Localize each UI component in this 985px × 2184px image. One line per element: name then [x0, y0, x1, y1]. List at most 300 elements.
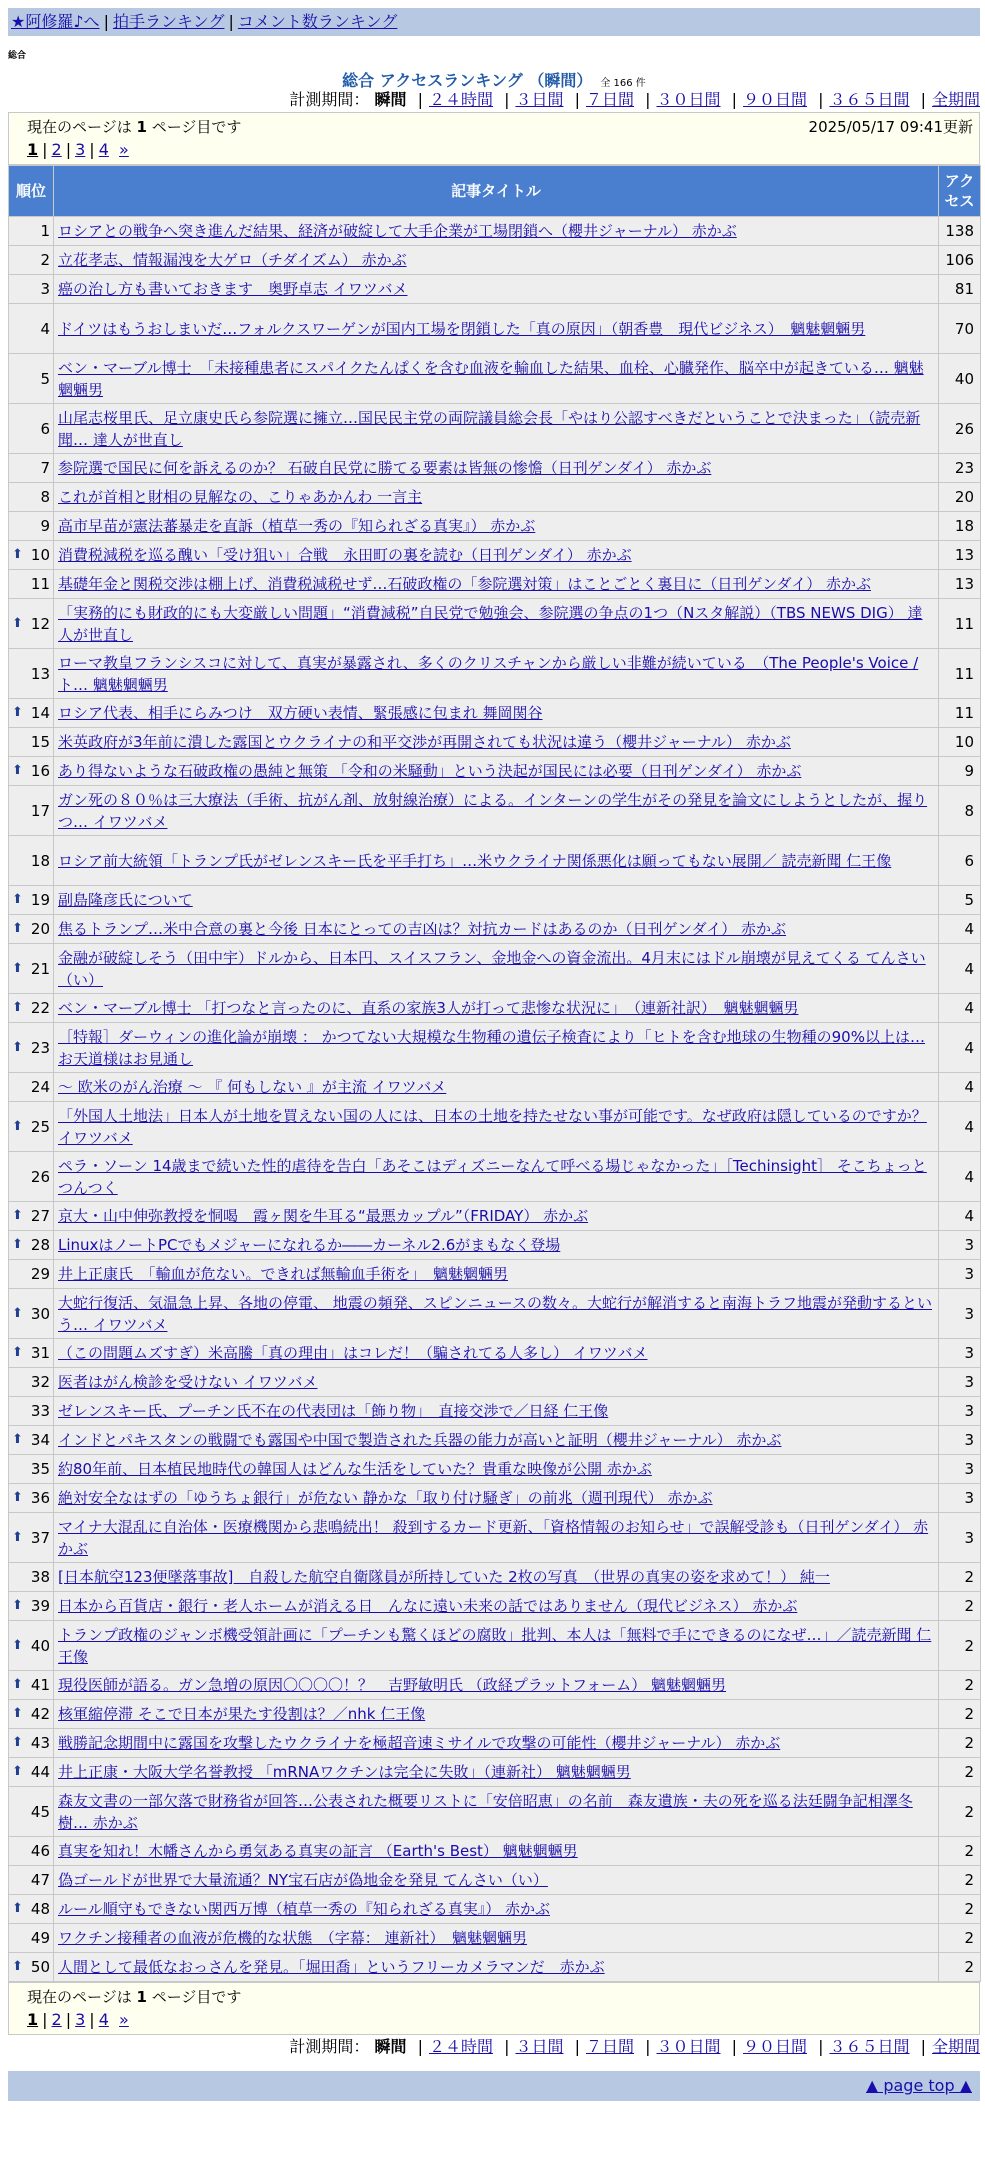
access-count: 4: [939, 994, 981, 1023]
title-cell: [54, 1455, 939, 1484]
access-count: 2: [939, 1729, 981, 1758]
pager-next-button[interactable]: »: [119, 140, 129, 159]
page-info-bottom: [8, 1982, 980, 2035]
bottom-bar: [8, 2071, 980, 2101]
rank-number: 39: [30, 1597, 50, 1615]
title-cell: [54, 1953, 939, 1982]
period-link-24h[interactable]: ２４時間: [428, 90, 493, 109]
rank-up-arrow-icon: ⬆: [12, 1529, 23, 1545]
rank-number: 12: [30, 614, 50, 633]
rank-number: 15: [30, 733, 50, 751]
rank-cell: [9, 1260, 54, 1289]
article-title-link[interactable]: 米英政府が3年前に潰した露国とウクライナの和平交渉が再開されても状況は違う（櫻井ジャーナル） 赤かぶ: [58, 733, 791, 751]
pager-top: 1 | 2 | 3 | 4 »: [27, 140, 129, 159]
period-link-90d[interactable]: ９０日間: [742, 2037, 807, 2056]
access-count: 5: [939, 886, 981, 915]
article-title-link[interactable]: 「外国人土地法」日本人が土地を買えない国の人には、日本の土地を持たせない事が可能です。なぜ政府は隠しているのですか？ イワツバメ: [58, 1106, 927, 1147]
table-row: [9, 246, 981, 275]
period-link-3d[interactable]: ３日間: [515, 2037, 564, 2056]
period-link-30d[interactable]: ３０日間: [656, 90, 721, 109]
page-indicator: [27, 115, 241, 139]
pager-page-4[interactable]: 4: [98, 140, 109, 159]
period-link-7d[interactable]: ７日間: [585, 2037, 634, 2056]
page-indicator-prefix: 現在のページは: [27, 1988, 132, 2006]
rank-up-arrow-icon: ⬆: [12, 763, 23, 778]
rank-cell: [9, 1621, 54, 1671]
rank-cell: [9, 699, 54, 728]
table-row: [9, 354, 981, 404]
rank-up-arrow-icon: ⬆: [12, 1237, 23, 1252]
article-title-link[interactable]: 大蛇行復活、気温急上昇、各地の停電、 地震の頻発、スピンニュースの数々。大蛇行が解消すると南海トラフ地震が発動するという… イワツバメ: [58, 1293, 933, 1334]
rank-number: 50: [30, 1958, 50, 1976]
rank-number: 48: [30, 1900, 50, 1918]
period-link-7d[interactable]: ７日間: [585, 90, 634, 109]
rank-cell: [9, 1426, 54, 1455]
table-row: [9, 1787, 981, 1837]
rank-number: 21: [30, 959, 50, 978]
pager-page-2[interactable]: 2: [51, 140, 62, 159]
pager-current-page: 1: [27, 2010, 39, 2029]
article-title-link[interactable]: 癌の治し方も書いておきます 奥野卓志 イワツバメ: [58, 280, 408, 298]
table-row: [9, 1023, 981, 1073]
article-title-link[interactable]: ペラ・ソーン 14歳まで続いた性的虐待を告白「あそこはディズニーなんて呼べる場じゃなかった」［Techinsight］ そこちょっとつんつく: [58, 1156, 927, 1197]
article-title-link[interactable]: 「実務的にも財政的にも大変厳しい問題」“消費減税”自民党で勉強会、参院選の争点の1つ（Nスタ解説）（TBS NEWS DIG） 達人が世直し: [58, 603, 923, 644]
title-cell: [54, 483, 939, 512]
table-row: [9, 599, 981, 649]
table-row: [9, 1484, 981, 1513]
rank-cell: [9, 304, 54, 354]
title-cell: [54, 728, 939, 757]
rank-number: 13: [30, 664, 50, 683]
access-count: 138: [939, 217, 981, 246]
title-cell: [54, 1866, 939, 1895]
rank-cell: [9, 1073, 54, 1102]
ranking-title: 総合 アクセスランキング （瞬間）: [342, 71, 593, 90]
rank-number: 20: [30, 920, 50, 938]
access-count: 2: [939, 1787, 981, 1837]
article-title-link[interactable]: 人間として最低なおっさんを発見。「堀田喬」というフリーカメラマンだ 赤かぶ: [58, 1958, 605, 1976]
access-count: 81: [939, 275, 981, 304]
access-count: 26: [939, 404, 981, 454]
access-count: 4: [939, 1152, 981, 1202]
rank-number: 6: [40, 419, 50, 438]
table-row: [9, 1729, 981, 1758]
table-row: [9, 1397, 981, 1426]
rank-cell: [9, 512, 54, 541]
article-title-link[interactable]: これが首相と財相の見解なの、こりゃあかんわ 一言主: [58, 488, 423, 506]
article-title-link[interactable]: 森友文書の一部欠落で財務省が回答…公表された概要リストに「安倍昭恵」の名前 森友遺族・夫の死を巡る法廷闘争記相澤冬樹… 赤かぶ: [58, 1791, 913, 1832]
rank-number: 16: [30, 762, 50, 780]
rank-number: 18: [30, 851, 50, 870]
table-row: [9, 836, 981, 886]
title-cell: [54, 1729, 939, 1758]
title-cell: [54, 1260, 939, 1289]
comment-ranking-link[interactable]: コメント数ランキング: [237, 12, 398, 31]
rank-up-arrow-icon: ⬆: [12, 1118, 23, 1134]
rank-cell: [9, 1339, 54, 1368]
table-row: [9, 886, 981, 915]
rank-number: 2: [40, 251, 50, 269]
rank-number: 41: [30, 1676, 50, 1694]
rank-cell: [9, 246, 54, 275]
article-title-link[interactable]: ロシアとの戦争へ突き進んだ結果、経済が破綻して大手企業が工場閉鎖へ（櫻井ジャーナル） 赤かぶ: [58, 222, 737, 240]
title-cell: [54, 1397, 939, 1426]
title-cell: [54, 1073, 939, 1102]
rank-number: 1: [40, 222, 50, 240]
article-title-link[interactable]: 日本から百貨店・銀行・老人ホームが消える日 んなに遠い未来の話ではありません（現代ビジネス） 赤かぶ: [58, 1597, 798, 1615]
rank-cell: [9, 1513, 54, 1563]
access-count: 2: [939, 1758, 981, 1787]
title-cell: [54, 570, 939, 599]
rank-up-arrow-icon: ⬆: [12, 615, 23, 631]
title-cell: [54, 304, 939, 354]
period-link-3d[interactable]: ３日間: [515, 90, 564, 109]
title-cell: [54, 1368, 939, 1397]
access-count: 2: [939, 1866, 981, 1895]
rank-cell: [9, 541, 54, 570]
article-title-link[interactable]: ドイツはもうおしまいだ…フォルクスワーゲンが国内工場を閉鎖した「真の原因」（朝香豊 現代ビジネス） 魑魅魍魎男: [58, 319, 866, 338]
table-row: [9, 1924, 981, 1953]
access-count: 3: [939, 1260, 981, 1289]
access-count: 11: [939, 599, 981, 649]
article-title-link[interactable]: ［特報］ダーウィンの進化論が崩壊 ： かつてない大規模な生物種の遺伝子検査により「ヒトを含む地球の生物種の90%以上は… お天道様はお見通し: [58, 1027, 925, 1068]
article-title-link[interactable]: LinuxはノートPCでもメジャーになれるか――カーネル2.6がまもなく登場: [58, 1236, 561, 1254]
table-row: [9, 1700, 981, 1729]
table-row: [9, 1671, 981, 1700]
rank-up-arrow-icon: ⬆: [12, 1901, 23, 1916]
access-count: 2: [939, 1953, 981, 1982]
column-header-rank: 順位: [9, 166, 54, 217]
article-title-link[interactable]: 真実を知れ！木幡さんから勇気ある真実の証言 （Earth's Best） 魑魅魍魎男: [58, 1842, 578, 1860]
period-link-30d[interactable]: ３０日間: [656, 2037, 721, 2056]
access-count: 2: [939, 1700, 981, 1729]
article-title-link[interactable]: ルール順守もできない関西万博（植草一秀の『知られざる真実』） 赤かぶ: [58, 1900, 550, 1918]
rank-number: 29: [30, 1265, 50, 1283]
table-row: [9, 275, 981, 304]
period-label: 計測期間：: [289, 2037, 370, 2056]
article-title-link[interactable]: マイナ大混乱に自治体・医療機関から悲鳴続出！ 殺到するカード更新、「資格情報のお知らせ」で誤解受診も（日刊ゲンダイ） 赤かぶ: [58, 1517, 929, 1558]
title-cell: [54, 699, 939, 728]
table-row: [9, 1289, 981, 1339]
rank-cell: [9, 649, 54, 699]
title-cell: [54, 915, 939, 944]
rank-up-arrow-icon: ⬆: [12, 1764, 23, 1779]
page-indicator-suffix: ページ目です: [151, 1988, 242, 2006]
rank-number: 40: [30, 1636, 50, 1655]
table-row: [9, 1260, 981, 1289]
period-link-all[interactable]: 全期間: [931, 90, 980, 109]
article-title-link[interactable]: 消費税減税を巡る醜い「受け狙い」合戦 永田町の裏を読む（日刊ゲンダイ） 赤かぶ: [58, 546, 632, 564]
title-cell: [54, 246, 939, 275]
title-cell: [54, 454, 939, 483]
rank-cell: [9, 1484, 54, 1513]
article-title-link[interactable]: 医者はがん検診を受けない イワツバメ: [58, 1373, 318, 1391]
rank-cell: [9, 1953, 54, 1982]
rank-number: 10: [30, 546, 50, 564]
rank-up-arrow-icon: ⬆: [12, 1208, 23, 1223]
access-count: 3: [939, 1231, 981, 1260]
rank-up-arrow-icon: ⬆: [12, 705, 23, 720]
ranking-table-body: [9, 217, 981, 1982]
access-count: 2: [939, 1592, 981, 1621]
table-row: [9, 541, 981, 570]
table-header-row: [9, 166, 981, 217]
rank-up-arrow-icon: ⬆: [12, 1305, 23, 1321]
page-indicator-suffix: ページ目です: [151, 118, 242, 136]
table-row: [9, 1368, 981, 1397]
article-title-link[interactable]: 焦るトランプ…米中合意の裏と今後 日本にとっての吉凶は？対抗カードはあるのか（日刊ゲンダイ） 赤かぶ: [58, 920, 787, 938]
rank-number: 24: [30, 1078, 50, 1096]
article-title-link[interactable]: ゼレンスキー氏、プーチン氏不在の代表団は「飾り物」 直接交渉で／日経 仁王像: [58, 1402, 609, 1420]
table-row: [9, 994, 981, 1023]
rank-cell: [9, 886, 54, 915]
article-title-link[interactable]: インドとパキスタンの戦闘でも露国や中国で製造された兵器の能力が高いと証明（櫻井ジャーナル） 赤かぶ: [58, 1431, 782, 1449]
title-cell: [54, 944, 939, 994]
table-row: [9, 786, 981, 836]
title-cell: [54, 217, 939, 246]
table-row: [9, 217, 981, 246]
access-count: 3: [939, 1339, 981, 1368]
article-title-link[interactable]: あり得ないような石破政権の愚純と無策 「令和の米騒動」という決起が国民には必要（日刊ゲンダイ） 赤かぶ: [58, 762, 802, 780]
access-count: 3: [939, 1484, 981, 1513]
article-title-link[interactable]: 井上正康氏 「輸血が危ない。できれば無輸血手術を」 魑魅魍魎男: [58, 1265, 509, 1283]
table-row: [9, 1895, 981, 1924]
updated-timestamp: 2025/05/17 09:41更新: [808, 118, 973, 136]
title-cell: [54, 1758, 939, 1787]
article-title-link[interactable]: [日本航空123便墜落事故] 自殺した航空自衛隊員が所持していた 2枚の写真 （世界の真実の姿を求めて！） 純一: [58, 1568, 830, 1586]
article-title-link[interactable]: 核軍縮停滞 そこで日本が果たす役割は？／nhk 仁王像: [58, 1705, 426, 1723]
rank-up-arrow-icon: ⬆: [12, 1000, 23, 1015]
table-row: [9, 1426, 981, 1455]
table-row: [9, 512, 981, 541]
rank-up-arrow-icon: ⬆: [12, 921, 23, 936]
rank-cell: [9, 217, 54, 246]
pager-page-2[interactable]: 2: [51, 2010, 62, 2029]
article-title-link[interactable]: ベン・マーブル博士 「打つなと言ったのに、直系の家族3人が打って悲惨な状況に」 （連新社訳） 魑魅魍魎男: [58, 999, 799, 1017]
title-cell: [54, 1513, 939, 1563]
column-header-access: アクセス: [939, 166, 981, 217]
title-cell: [54, 512, 939, 541]
top-nav-bar: ★阿修羅♪へ | 拍手ランキング | コメント数ランキング: [8, 8, 980, 36]
access-count: 4: [939, 1102, 981, 1152]
rank-cell: [9, 1787, 54, 1837]
title-cell: [54, 275, 939, 304]
article-title-link[interactable]: 絶対安全なはずの「ゆうちょ銀行」が危ない 静かな「取り付け騒ぎ」の前兆（週刊現代） 赤かぶ: [58, 1489, 713, 1507]
pager-next-button[interactable]: »: [119, 2010, 129, 2029]
rank-number: 23: [30, 1038, 50, 1057]
table-row: [9, 944, 981, 994]
access-count: 2: [939, 1563, 981, 1592]
access-count: 20: [939, 483, 981, 512]
rank-cell: [9, 915, 54, 944]
access-count: 4: [939, 915, 981, 944]
rank-number: 11: [30, 575, 50, 593]
table-row: [9, 915, 981, 944]
article-title-link[interactable]: 参院選で国民に何を訴えるのか？ 石破自民党に勝てる要素は皆無の惨憺（日刊ゲンダイ） 赤かぶ: [58, 459, 712, 477]
access-count: 4: [939, 1202, 981, 1231]
access-count: 2: [939, 1924, 981, 1953]
rank-number: 4: [40, 319, 50, 338]
article-title-link[interactable]: （この問題ムズすぎ）米高騰「真の理由」はコレだ！（騙されてる人多し） イワツバメ: [58, 1344, 648, 1362]
rank-cell: [9, 836, 54, 886]
article-title-link[interactable]: 金融が破綻しそう（田中宇）ドルから、日本円、スイスフラン、金地金への資金流出。4月末にはドル崩壊が見えてくる てんさい（い）: [58, 948, 926, 989]
rank-cell: [9, 728, 54, 757]
rank-cell: [9, 1671, 54, 1700]
rank-up-arrow-icon: ⬆: [12, 1345, 23, 1360]
table-row: [9, 1102, 981, 1152]
rank-cell: [9, 1289, 54, 1339]
period-link-90d[interactable]: ９０日間: [742, 90, 807, 109]
access-count: 3: [939, 1397, 981, 1426]
article-title-link[interactable]: 高市早苗が憲法蕃暴走を直訴（植草一秀の『知られざる真実』） 赤かぶ: [58, 517, 536, 535]
period-link-365d[interactable]: ３６５日間: [829, 90, 910, 109]
article-title-link[interactable]: ワクチン接種者の血液が危機的な状態 （字幕： 連新社） 魑魅魍魎男: [58, 1929, 528, 1947]
pager-page-3[interactable]: 3: [75, 2010, 86, 2029]
access-count: 106: [939, 246, 981, 275]
access-count: 18: [939, 512, 981, 541]
rank-number: 37: [30, 1528, 50, 1547]
access-count: 6: [939, 836, 981, 886]
title-cell: [54, 1231, 939, 1260]
table-row: [9, 1837, 981, 1866]
rank-up-arrow-icon: ⬆: [12, 1735, 23, 1750]
title-cell: [54, 1671, 939, 1700]
table-row: [9, 728, 981, 757]
title-cell: [54, 541, 939, 570]
article-title-link[interactable]: 山尾志桜里氏、足立康史氏ら参院選に擁立…国民民主党の両院議員総会長「やはり公認すべきだということで決まった」（読売新聞… 達人が世直し: [58, 408, 921, 449]
period-link-24h[interactable]: ２４時間: [428, 2037, 493, 2056]
rank-cell: [9, 1231, 54, 1260]
article-title-link[interactable]: トランプ政権のジャンボ機受領計画に「プーチンも驚くほどの腐敗」批判、本人は「無料で手にできるのになぜ…」／読売新聞 仁王像: [58, 1625, 932, 1666]
table-row: [9, 483, 981, 512]
rank-number: 32: [30, 1373, 50, 1391]
title-cell: [54, 1895, 939, 1924]
title-cell: [54, 886, 939, 915]
access-count: 13: [939, 570, 981, 599]
rank-number: 17: [30, 801, 50, 820]
rank-cell: [9, 1202, 54, 1231]
table-row: [9, 1202, 981, 1231]
access-count: 3: [939, 1513, 981, 1563]
table-row: [9, 1231, 981, 1260]
title-cell: [54, 354, 939, 404]
rank-number: 33: [30, 1402, 50, 1420]
article-title-link[interactable]: 京大・山中伸弥教授を恫喝 霞ヶ関を牛耳る“最悪カップル”（FRIDAY） 赤かぶ: [58, 1207, 589, 1225]
rank-number: 3: [40, 280, 50, 298]
page-top-link[interactable]: ▲ page top ▲: [865, 2076, 972, 2095]
rank-number: 42: [30, 1705, 50, 1723]
article-title-link[interactable]: 井上正康・大阪大学名誉教授 「mRNAワクチンは完全に失敗」（連新社） 魑魅魍魎男: [58, 1763, 631, 1781]
rank-cell: [9, 1152, 54, 1202]
article-title-link[interactable]: 立花孝志、情報漏洩を大ゲロ（チダイズム） 赤かぶ: [58, 251, 407, 269]
rank-cell: [9, 1895, 54, 1924]
rank-number: 5: [40, 369, 50, 388]
table-row: [9, 304, 981, 354]
ranking-table: [8, 165, 981, 1982]
rank-cell: [9, 1023, 54, 1073]
period-link-365d[interactable]: ３６５日間: [829, 2037, 910, 2056]
applause-ranking-link[interactable]: 拍手ランキング: [112, 12, 225, 31]
article-title-link[interactable]: ガン死の８０％は三大療法（手術、抗がん剤、放射線治療）による。インターンの学生がその発見を論文にしようとしたが、握りつ… イワツバメ: [58, 790, 928, 831]
article-title-link[interactable]: ロシア前大統領「トランプ氏がゼレンスキー氏を平手打ち」…米ウクライナ関係悪化は願ってもない展開／ 読売新聞 仁王像: [58, 851, 892, 870]
access-count: 70: [939, 304, 981, 354]
rank-number: 49: [30, 1929, 50, 1947]
pager-page-3[interactable]: 3: [75, 140, 86, 159]
title-cell: [54, 1837, 939, 1866]
title-cell: [54, 1426, 939, 1455]
total-count: 全 166 件: [600, 78, 646, 89]
rank-cell: [9, 1866, 54, 1895]
table-row: [9, 404, 981, 454]
table-row: [9, 454, 981, 483]
rank-cell: [9, 1729, 54, 1758]
rank-cell: [9, 786, 54, 836]
access-count: 4: [939, 1073, 981, 1102]
table-row: [9, 1455, 981, 1484]
title-cell: [54, 1787, 939, 1837]
home-link[interactable]: ★阿修羅♪へ: [11, 12, 100, 31]
article-title-link[interactable]: ～ 欧米のがん治療 ～ 『 何もしない 』が主流 イワツバメ: [58, 1078, 447, 1096]
rank-number: 25: [30, 1117, 50, 1136]
article-title-link[interactable]: 副島隆彦氏について: [58, 891, 193, 909]
table-row: [9, 1563, 981, 1592]
article-title-link[interactable]: 現役医師が語る。ガン急増の原因〇〇〇〇！？ 吉野敏明氏 （政経プラットフォーム） 魑魅魍魎男: [58, 1676, 727, 1694]
table-row: [9, 699, 981, 728]
article-title-link[interactable]: 基礎年金と関税交渉は棚上げ、消費税減税せず…石破政権の「参院選対策」はことごとく裏目に（日刊ゲンダイ） 赤かぶ: [58, 575, 871, 593]
title-cell: [54, 1621, 939, 1671]
rank-number: 26: [30, 1167, 50, 1186]
article-title-link[interactable]: 戦勝記念期間中に露国を攻撃したウクライナを極超音速ミサイルで攻撃の可能性（櫻井ジャーナル） 赤かぶ: [58, 1734, 781, 1752]
article-title-link[interactable]: 約80年前、日本植民地時代の韓国人はどんな生活をしていた？貴重な映像が公開 赤かぶ: [58, 1460, 652, 1478]
rank-up-arrow-icon: ⬆: [12, 960, 23, 976]
rank-cell: [9, 1700, 54, 1729]
access-count: 3: [939, 1368, 981, 1397]
pager-page-4[interactable]: 4: [98, 2010, 109, 2029]
title-cell: [54, 404, 939, 454]
article-title-link[interactable]: ロシア代表、相手にらみつけ 双方硬い表情、緊張感に包まれ 舞岡関谷: [58, 704, 543, 722]
title-cell: [54, 836, 939, 886]
rank-number: 31: [30, 1344, 50, 1362]
table-row: [9, 1152, 981, 1202]
article-title-link[interactable]: 偽ゴールドが世界で大量流通？NY宝石店が偽地金を発見 てんさい（い）: [58, 1871, 548, 1889]
table-row: [9, 1073, 981, 1102]
title-cell: [54, 1484, 939, 1513]
rank-cell: [9, 1758, 54, 1787]
rank-cell: [9, 1455, 54, 1484]
rank-cell: [9, 570, 54, 599]
rank-number: 9: [40, 517, 50, 535]
article-title-link[interactable]: ローマ教皇フランシスコに対して、真実が暴露され、多くのクリスチャンから厳しい非難が続いている （The People's Voice / ト… 魑魅魍魎男: [58, 653, 919, 694]
table-row: [9, 757, 981, 786]
access-count: 3: [939, 1455, 981, 1484]
period-link-all[interactable]: 全期間: [931, 2037, 980, 2056]
access-count: 3: [939, 1426, 981, 1455]
rank-cell: [9, 1592, 54, 1621]
page-indicator-number: 1: [136, 1988, 147, 2006]
title-cell: [54, 1592, 939, 1621]
title-cell: [54, 1202, 939, 1231]
rank-up-arrow-icon: ⬆: [12, 547, 23, 562]
rank-cell: [9, 1837, 54, 1866]
rank-up-arrow-icon: ⬆: [12, 1039, 23, 1055]
access-count: 11: [939, 699, 981, 728]
page-indicator-number: 1: [136, 118, 147, 136]
rank-cell: [9, 1924, 54, 1953]
rank-number: 36: [30, 1489, 50, 1507]
table-row: [9, 1758, 981, 1787]
article-title-link[interactable]: ベン・マーブル博士 「未接種患者にスパイクたんぱくを含む血液を輸血した結果、血栓、心臓発作、脳卒中が起きている… 魑魅魍魎男: [58, 358, 924, 399]
title-cell: [54, 1152, 939, 1202]
